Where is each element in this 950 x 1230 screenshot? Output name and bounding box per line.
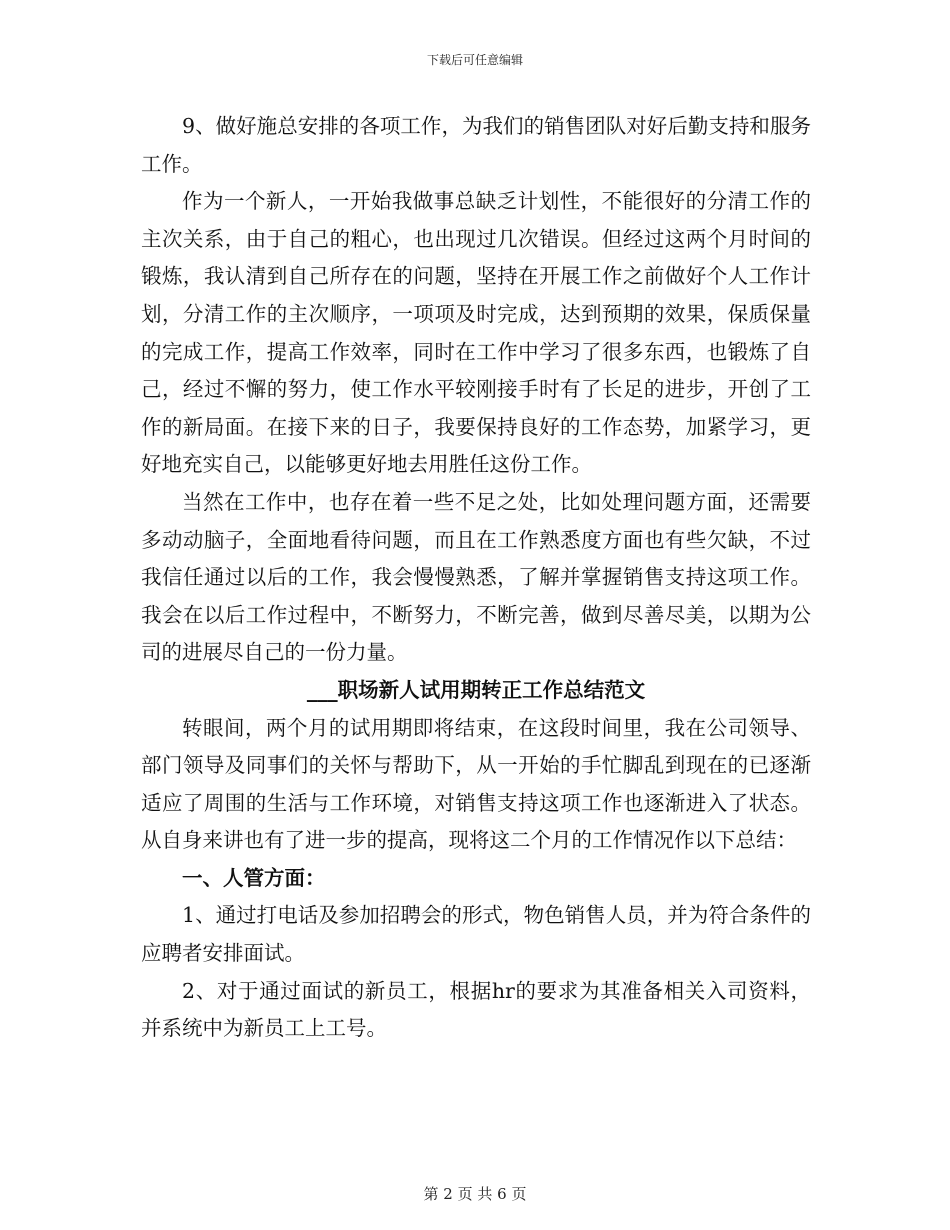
paragraph: 作为一个新人，一开始我做事总缺乏计划性，不能很好的分清工作的主次关系，由于自己的粗心，也出现过几次错误。但经过这两个月时间的锻炼，我认清到自己所存在的问题，坚持在开展工作之前做好个人工作计划，分清工作的主次顺序，一项项及时完成，达到预期的效果，保质保量的完成工作，提高工作效率，同时在工作中学习了很多东西，也锻炼了自己，经过不懈的努力，使工作水平较刚接手时有了长足的进步，开创了工作的新局面。在接下来的日子，我要保持良好的工作态势，加紧学习，更好地充实自己，以能够更好地去用胜任这份工作。 [141,189,811,477]
document-body [141,108,811,1048]
list-item: 1、通过打电话及参加招聘会的形式，物色销售人员，并为符合条件的应聘者安排面试。 [141,903,811,966]
paragraph: 当然在工作中，也存在着一些不足之处，比如处理问题方面，还需要多动动脑子，全面地看待问题，而且在工作熟悉度方面也有些欠缺，不过我信任通过以后的工作，我会慢慢熟悉，了解并掌握销售支持这项工作。我会在以后工作过程中，不断努力，不断完善，做到尽善尽美，以期为公司的进展尽自己的一份力量。 [141,489,811,665]
page-header: 下载后可任意编辑 [426,53,523,67]
list-item: 2、对于通过面试的新员工，根据hr的要求为其准备相关入司资料，并系统中为新员工上工号。 [141,978,811,1041]
document-title: ___职场新人试用期转正工作总结范文 [306,677,646,702]
page-footer: 第 2 页 共 6 页 [423,1185,527,1203]
paragraph: 9、做好施总安排的各项工作，为我们的销售团队对好后勤支持和服务工作。 [141,114,811,176]
section-heading: 一、人管方面： [182,865,326,890]
intro-paragraph: 转眼间，两个月的试用期即将结束，在这段时间里，我在公司领导、部门领导及同事们的关怀与帮助下，从一开始的手忙脚乱到现在的已逐渐适应了周围的生活与工作环境，对销售支持这项工作也逐渐进入了状态。从自身来讲也有了进一步的提高，现将这二个月的工作情况作以下总结： [141,715,811,853]
